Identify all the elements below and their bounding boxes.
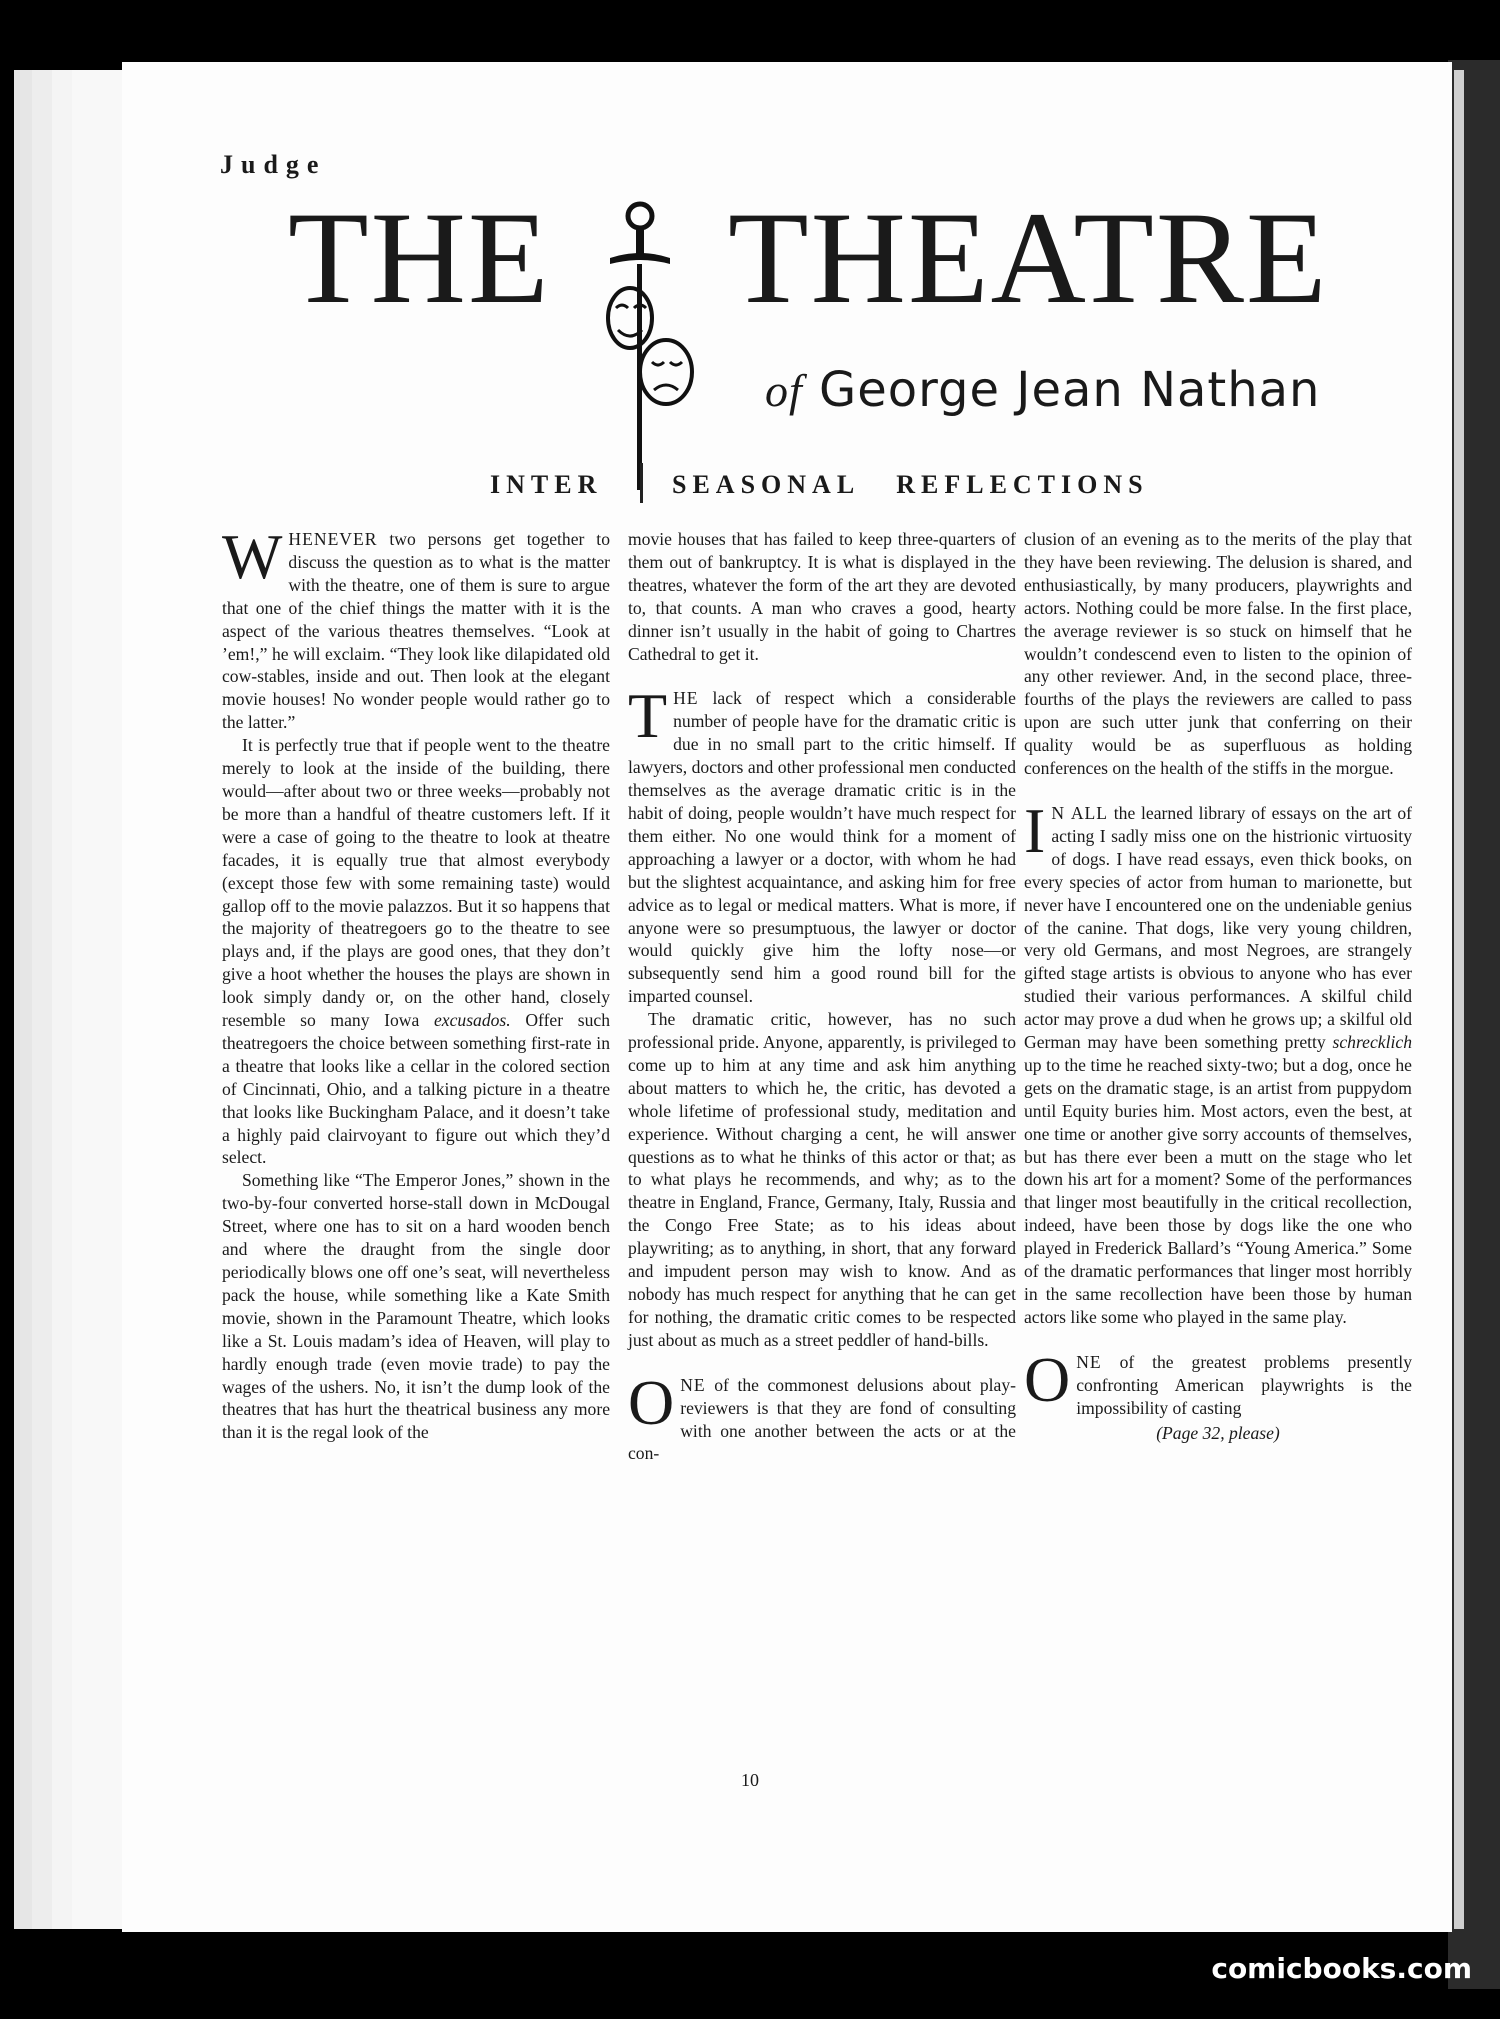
book-page-edge bbox=[72, 70, 129, 1929]
byline bbox=[765, 362, 1320, 418]
paragraph: THE lack of respect which a considerable number of people have for the dramatic critic is due in no small part to the critic himself. If lawyers, doctors and other professional men conducted themselves as the average dramatic critic is in the habit of doing, people wouldn’t have much respect for them either. No one would think for a moment of approaching a lawyer or a doctor, with whom he had but the slightest acquaintance, and asking him for free advice as to legal or medical matters. What is more, if anyone were so presumptuous, the lawyer or doctor would quickly give him the lofty nose—or subsequently send him a good round bill for the imparted counsel. bbox=[628, 680, 1016, 1007]
paragraph: clusion of an evening as to the merits of the play that they have been reviewing. The delusion is shared, and enthusiastically, by many producers, playwrights and actors. Nothing could be more false. In the first place, the average reviewer is so stuck on himself that he wouldn’t condescend even to listen to the opinion of any other reviewer. And, in the second place, three-fourths of the plays the reviewers are called to pass upon are such utter junk that conferring on their quality would be as superfluous as holding conferences on the health of the stiffs in the morgue. bbox=[1024, 529, 1412, 779]
right-page-edge-light bbox=[1454, 70, 1464, 1929]
watermark: comicbooks.com bbox=[1211, 1952, 1472, 1985]
byline-of: of bbox=[765, 365, 803, 416]
paragraph: I N ALL the learned library of essays on the art of acting I sadly miss one on the histrionic virtuosity of dogs. I have read essays, even thick books, on every species of actor from human to marionette, but never have I encountered one on the undeniable genius of the canine. That dogs, like very young children, very old Germans, and most Negroes, are strangely gifted stage artists is obvious to anyone who has ever studied their various performances. A skilful child actor may prove a dud when he grows up; a skilful old German may have been something pretty schrecklich up to the time he reached sixty-two; but a dog, once he gets on the dramatic stage, is an artist from puppydom until Equity buries him. Most actors, even the best, at one time or another give sorry accounts of themselves, but has there ever been a mutt on the stage who let down his art for a moment? Some of the performances that linger most beautifully in the critical recollection, indeed, have been those by dogs like the one who played in Frederick Ballard’s “Young America.” Some of the dramatic performances that linger most horribly in the same recollection have been those by human actors like some who played in the same play. bbox=[1024, 794, 1412, 1327]
byline-author: George Jean Nathan bbox=[819, 362, 1321, 418]
paragraph: Something like “The Emperor Jones,” shown in the two-by-four converted horse-stall down in McDougal Street, where one has to sit on a hard wooden bench and where the draught from the single door periodically blows one off one’s seat, will nevertheless pack the house, while something like a Kate Smith movie, shown in the Paramount Theatre, which looks like a St. Louis madam’s idea of Heaven, will play to hardly enough trade (even movie trade) to pay the wages of the ushers. No, it isn’t the dump look of the theatres that has hurt the theatrical business any more than it is the regal look of the bbox=[222, 1170, 610, 1443]
title-the: THE bbox=[288, 184, 551, 331]
paragraph: ONE of the commonest delusions about play-reviewers is that they are fond of consulting with one another between the acts or at the con- bbox=[628, 1366, 1016, 1464]
title-theatre: THEATRE bbox=[728, 184, 1329, 331]
paragraph: It is perfectly true that if people went to the theatre merely to look at the inside of the building, there would—after about two or three weeks—probably not be more than a handful of theatre customers left. If it were a case of going to the theatre to look at theatre facades, it is equally true that almost everybody (except those few with some remaining taste) would gallop off to the movie palazzos. But it so happens that the majority of theatregoers go to the theatre to see plays and, if the plays are good ones, that they don’t give a hoot whether the houses the plays are shown in look simply dandy or, on the other hand, closely resemble so many Iowa excusados. Offer such theatregoers the choice between something first-rate in a theatre that looks like a cellar in the colored section of Cincinnati, Ohio, and a talking picture in a theatre that looks like Buckingham Palace, and it doesn’t take a highly paid clairvoyant to figure out which they’d select. bbox=[222, 735, 610, 1168]
subhead-inter: INTER bbox=[490, 470, 603, 499]
text-column-1 bbox=[222, 521, 610, 1444]
continued-reference: (Page 32, please) bbox=[1156, 1422, 1280, 1443]
sword-masks-emblem-icon bbox=[600, 200, 710, 490]
paragraph: WHENEVER two persons get together to discuss the question as to what is the matter with the theatre, one of them is sure to argue that one of the chief things the matter with it is the aspect of the various theatres themselves. “Look at ’em!,” he will exclaim. “They look like dilapidated old cow-stables, inside and out. Then look at the elegant movie houses! No wonder people would rather go to the latter.” bbox=[222, 521, 610, 733]
paragraph: movie houses that has failed to keep three-quarters of them out of bankruptcy. It is what is displayed in the theatres, whatever the form of the art they are devoted to, that counts. A man who craves a good, hearty dinner isn’t usually in the habit of going to Chartres Cathedral to get it. bbox=[628, 529, 1016, 664]
text-column-2 bbox=[628, 528, 1016, 1465]
paragraph: The dramatic critic, however, has no such professional pride. Anyone, apparently, is privileged to come up to him at any time and ask him anything about matters to which he, the critic, has devoted a whole lifetime of professional study, meditation and experience. Without charging a cent, he will answer questions as to what he thinks of this actor or that; as to what plays he recommends, and why; as to the theatre in England, France, Germany, Italy, Russia and the Congo Free State; as to his ideas about playwriting; as to anything, in short, that any forward and impudent person may wish to know. And as nobody has much respect for anything that he can get for nothing, the dramatic critic comes to be respected just about as much as a street peddler of hand-bills. bbox=[628, 1009, 1016, 1350]
drop-cap: T bbox=[628, 680, 668, 752]
drop-cap: O bbox=[1024, 1343, 1071, 1415]
running-head: Judge bbox=[220, 150, 327, 179]
drop-cap: W bbox=[222, 521, 283, 592]
paragraph: ONE of the greatest problems presently confronting American playwrights is the impossibility of casting bbox=[1024, 1343, 1412, 1418]
text-column-3 bbox=[1024, 528, 1412, 1444]
drop-cap: O bbox=[628, 1366, 675, 1438]
page-number: 10 bbox=[741, 1770, 759, 1790]
subhead-seasonal-reflections: SEASONAL REFLECTIONS bbox=[672, 470, 1149, 499]
drop-cap: I bbox=[1024, 794, 1046, 866]
sword-blade-divider bbox=[640, 463, 643, 503]
